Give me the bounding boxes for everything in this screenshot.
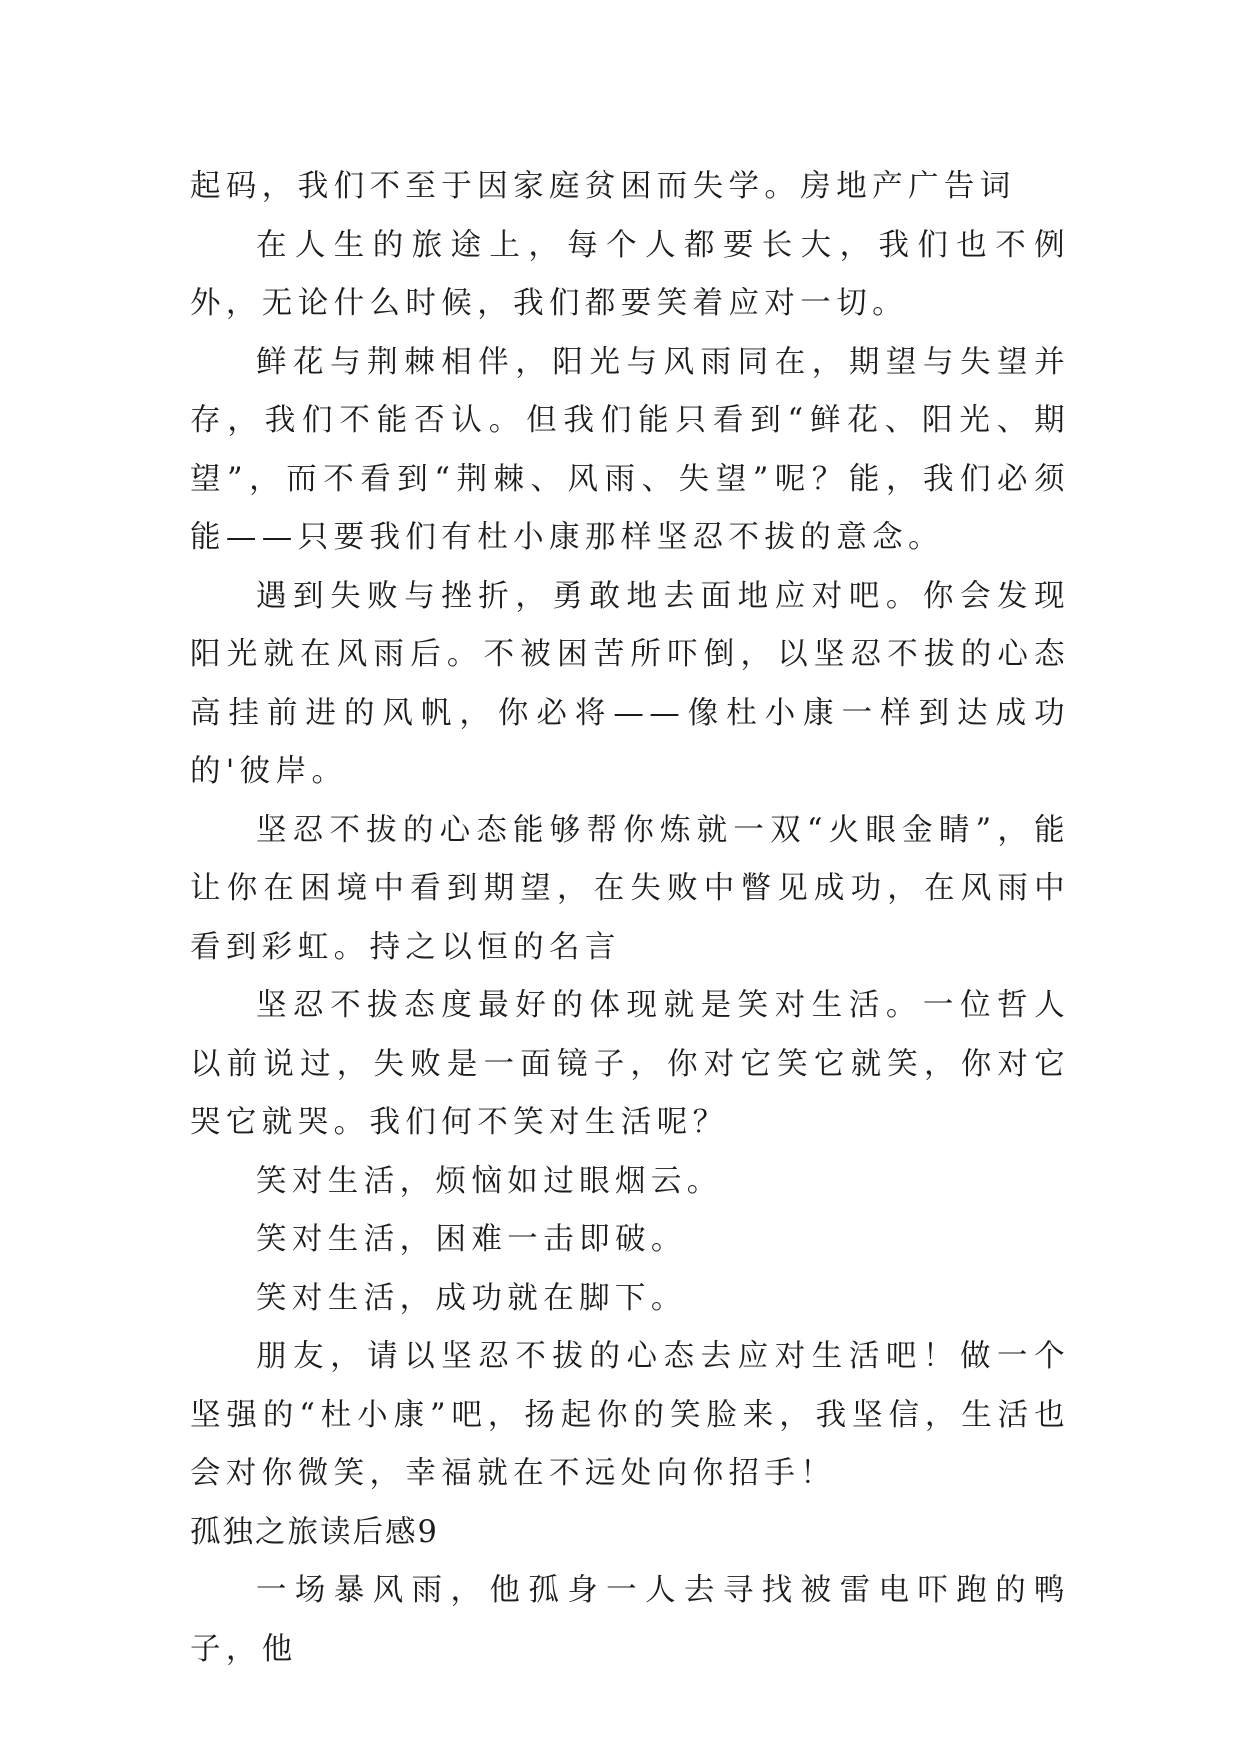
paragraph-11: 一场暴风雨，他孤身一人去寻找被雷电吓跑的鸭子，他 xyxy=(190,1573,1070,1667)
paragraph-8: 笑对生活，困难一击即破。 xyxy=(256,1222,687,1257)
paragraph-10: 朋友，请以坚忍不拔的心态去应对生活吧！做一个坚强的“杜小康”吧，扬起你的笑脸来，我坚信，生活也会对你微笑，幸福就在不远处向你招手！ xyxy=(190,1339,1070,1491)
paragraph-2: 在人生的旅途上，每个人都要长大，我们也不例外，无论什么时候，我们都要笑着应对一切。 xyxy=(190,227,1070,321)
paragraph-9: 笑对生活，成功就在脚下。 xyxy=(256,1280,687,1316)
paragraph-4: 遇到失败与挫折，勇敢地去面地应对吧。你会发现阳光就在风雨后。不被困苦所吓倒，以坚忍不拔的心态高挂前进的风帆，你必将——像杜小康一样到达成功的'彼岸。 xyxy=(190,578,1070,789)
section-heading: 孤独之旅读后感9 xyxy=(190,1514,439,1550)
paragraph-7: 笑对生活，烦恼如过眼烟云。 xyxy=(256,1163,723,1199)
paragraph-1: 起码，我们不至于因家庭贫困而失学。房地产广告词 xyxy=(190,169,1016,204)
paragraph-6: 坚忍不拔态度最好的体现就是笑对生活。一位哲人以前说过，失败是一面镜子，你对它笑它就笑，你对它哭它就哭。我们何不笑对生活呢？ xyxy=(190,988,1070,1140)
paragraph-5: 坚忍不拔的心态能够帮你炼就一双“火眼金睛”，能让你在困境中看到期望，在失败中瞥见成功，在风雨中看到彩虹。持之以恒的名言 xyxy=(190,812,1070,965)
document-body xyxy=(190,158,1070,1679)
paragraph-3: 鲜花与荆棘相伴，阳光与风雨同在，期望与失望并存，我们不能否认。但我们能只看到“鲜花、阳光、期望”，而不看到“荆棘、风雨、失望”呢？能，我们必须能——只要我们有杜小康那样坚忍不拔的意念。 xyxy=(190,344,1070,555)
